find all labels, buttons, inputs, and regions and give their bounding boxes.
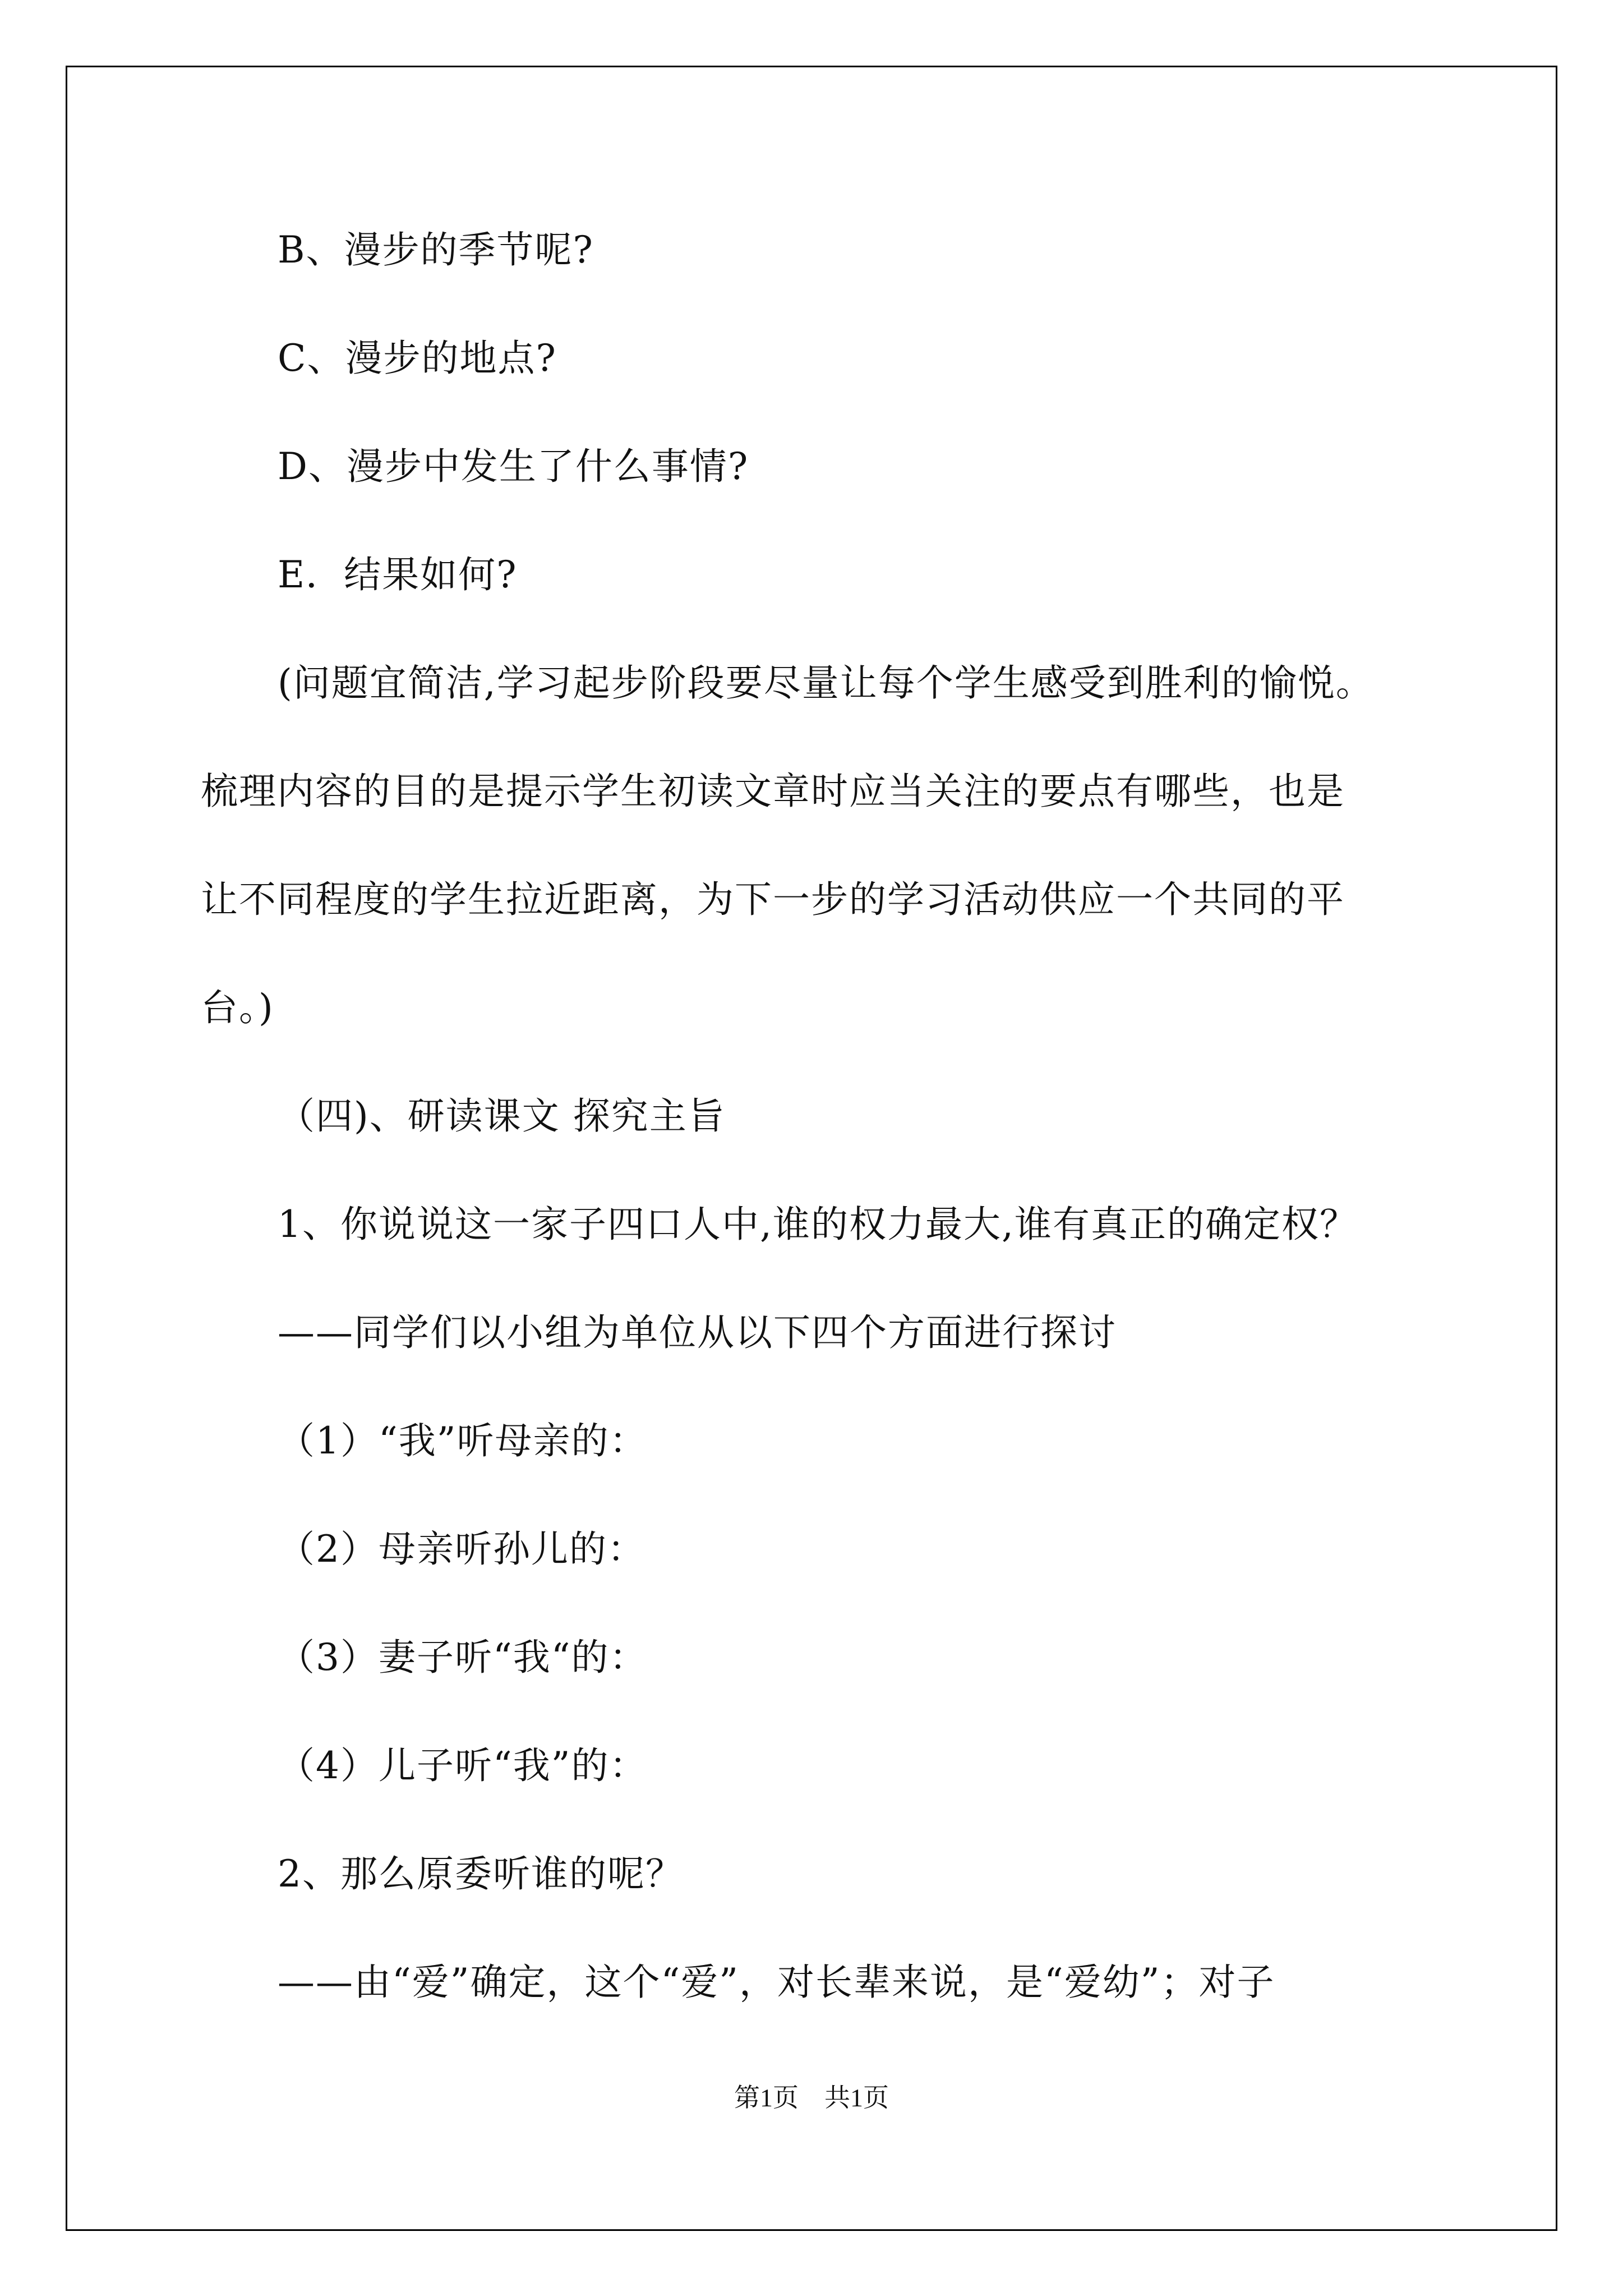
question-2-answer: ——由“爱”确定，这个“爱”，对长辈来说，是“爱幼”；对子: [278, 1961, 1275, 2004]
text-line-c: C、漫步的地点?: [278, 337, 557, 380]
list-item-1: （1）“我”听母亲的：: [278, 1419, 648, 1462]
list-item-4: （4）儿子听“我”的：: [278, 1744, 648, 1787]
paragraph-note-line-1: (问题宜简洁,学习起步阶段要尽量让每个学生感受到胜利的愉悦。: [278, 661, 1374, 705]
list-item-3: （3）妻子听“我“的：: [278, 1636, 648, 1679]
question-1: 1、你说说这一家子四口人中,谁的权力最大,谁有真正的确定权？: [278, 1203, 1358, 1246]
paragraph-note-line-2: 梳理内容的目的是提示学生初读文章时应当关注的要点有哪些，也是: [201, 770, 1345, 813]
text-line-d: D、漫步中发生了什么事情?: [278, 445, 749, 488]
text-line-e: E．结果如何?: [278, 553, 518, 596]
page-border: [66, 66, 1557, 2231]
page-footer: 第1页 共1页: [734, 2083, 889, 2112]
question-1-answer: ——同学们以小组为单位从以下四个方面进行探讨: [278, 1311, 1117, 1354]
paragraph-note-line-4: 台。): [201, 986, 274, 1029]
section-heading: （四)、研读课文 探究主旨: [278, 1094, 726, 1138]
paragraph-note-line-3: 让不同程度的学生拉近距离，为下一步的学习活动供应一个共同的平: [201, 878, 1345, 921]
question-2: 2、那么原委听谁的呢？: [278, 1852, 684, 1895]
list-item-2: （2）母亲听孙儿的：: [278, 1527, 645, 1571]
text-line-b: B、漫步的季节呢?: [278, 228, 594, 272]
